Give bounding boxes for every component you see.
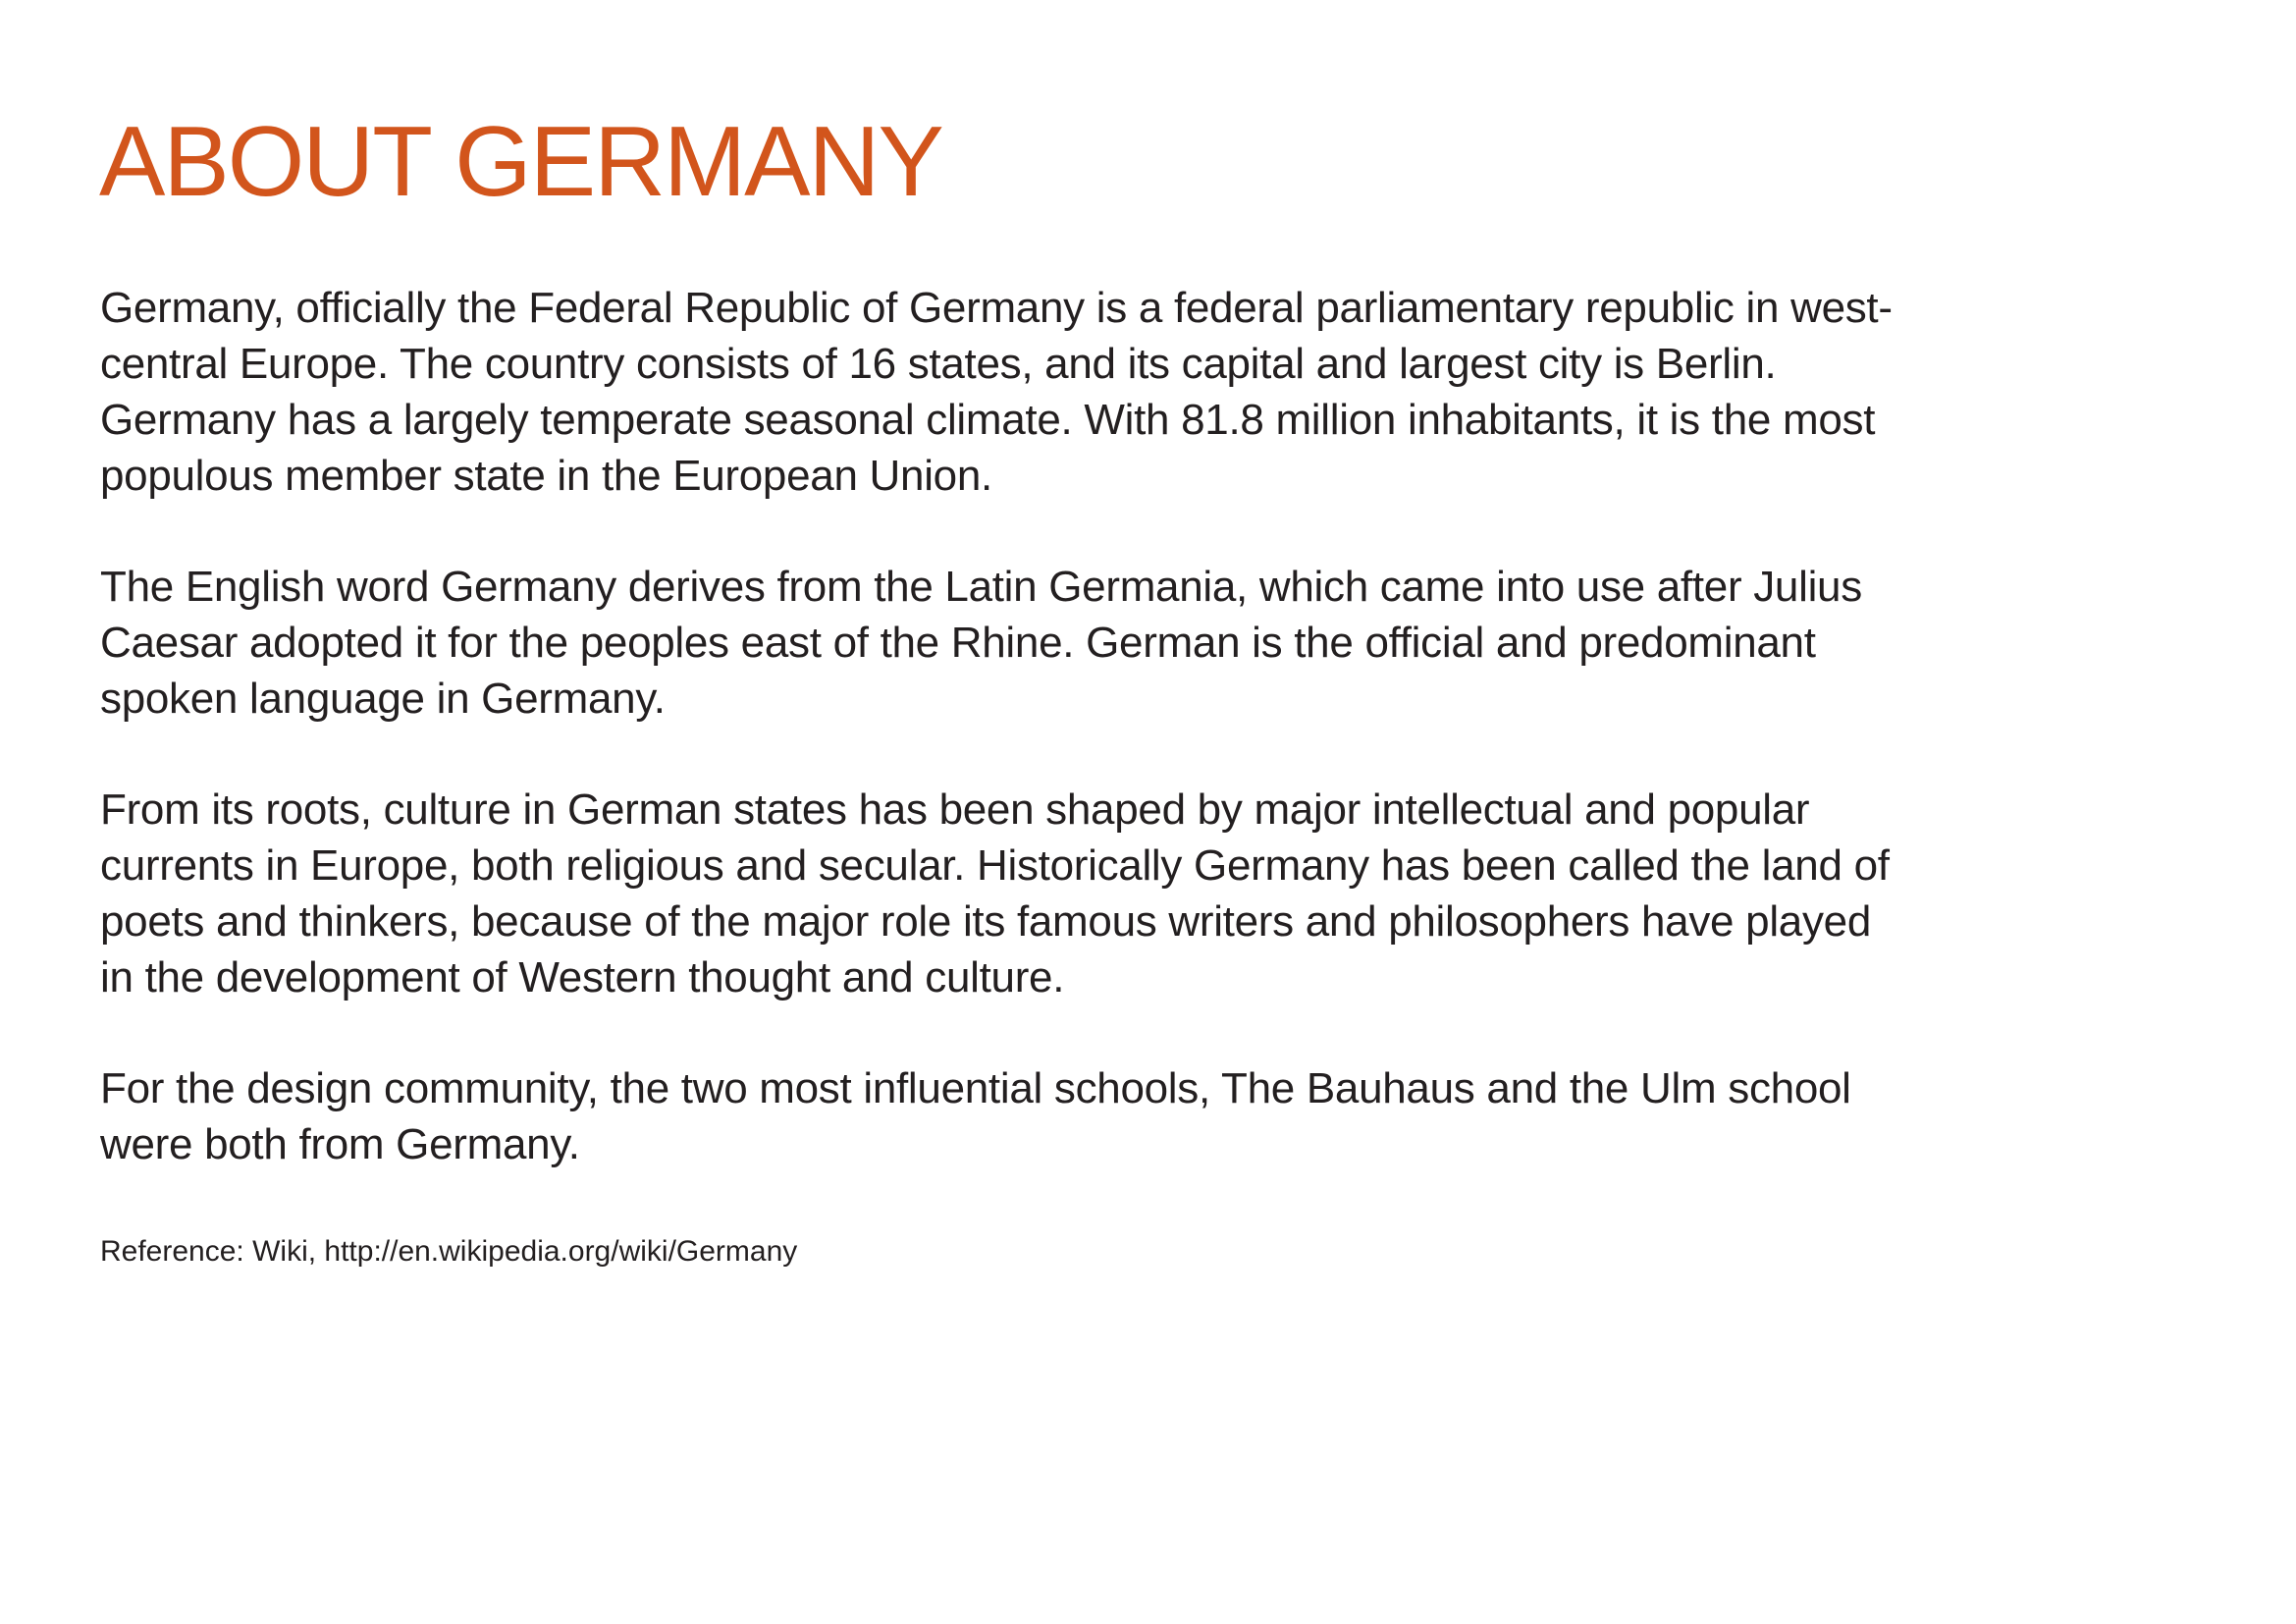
paragraph-line: populous member state in the European Union.	[100, 452, 992, 500]
paragraph-line: From its roots, culture in German states has been shaped by major intellectual and popular	[100, 785, 1810, 834]
paragraph-culture	[100, 782, 2024, 1005]
paragraph-design	[100, 1060, 2024, 1172]
paragraph-line: Germany has a largely temperate seasonal climate. With 81.8 million inhabitants, it is the most	[100, 396, 1876, 444]
paragraph-line: in the development of Western thought and culture.	[100, 953, 1065, 1001]
body-text	[100, 280, 2024, 1227]
paragraph-line: currents in Europe, both religious and secular. Historically Germany has been called the land of	[100, 841, 1890, 890]
paragraph-line: For the design community, the two most influential schools, The Bauhaus and the Ulm school	[100, 1064, 1851, 1112]
paragraph-etymology	[100, 559, 2024, 727]
paragraph-line: Germany, officially the Federal Republic of Germany is a federal parliamentary republic in west-	[100, 284, 1893, 332]
paragraph-line: central Europe. The country consists of 16 states, and its capital and largest city is Berlin.	[100, 340, 1777, 388]
reference-note: Reference: Wiki, http://en.wikipedia.org/wiki/Germany	[100, 1235, 798, 1268]
paragraph-line: spoken language in Germany.	[100, 675, 666, 723]
paragraph-line: Caesar adopted it for the peoples east of the Rhine. German is the official and predominant	[100, 619, 1816, 667]
paragraph-line: The English word Germany derives from the Latin Germania, which came into use after Julius	[100, 563, 1862, 611]
paragraph-line: poets and thinkers, because of the major role its famous writers and philosophers have played	[100, 897, 1872, 946]
paragraph-overview	[100, 280, 2024, 504]
paragraph-line: were both from Germany.	[100, 1120, 580, 1168]
page-title: ABOUT GERMANY	[99, 107, 942, 217]
